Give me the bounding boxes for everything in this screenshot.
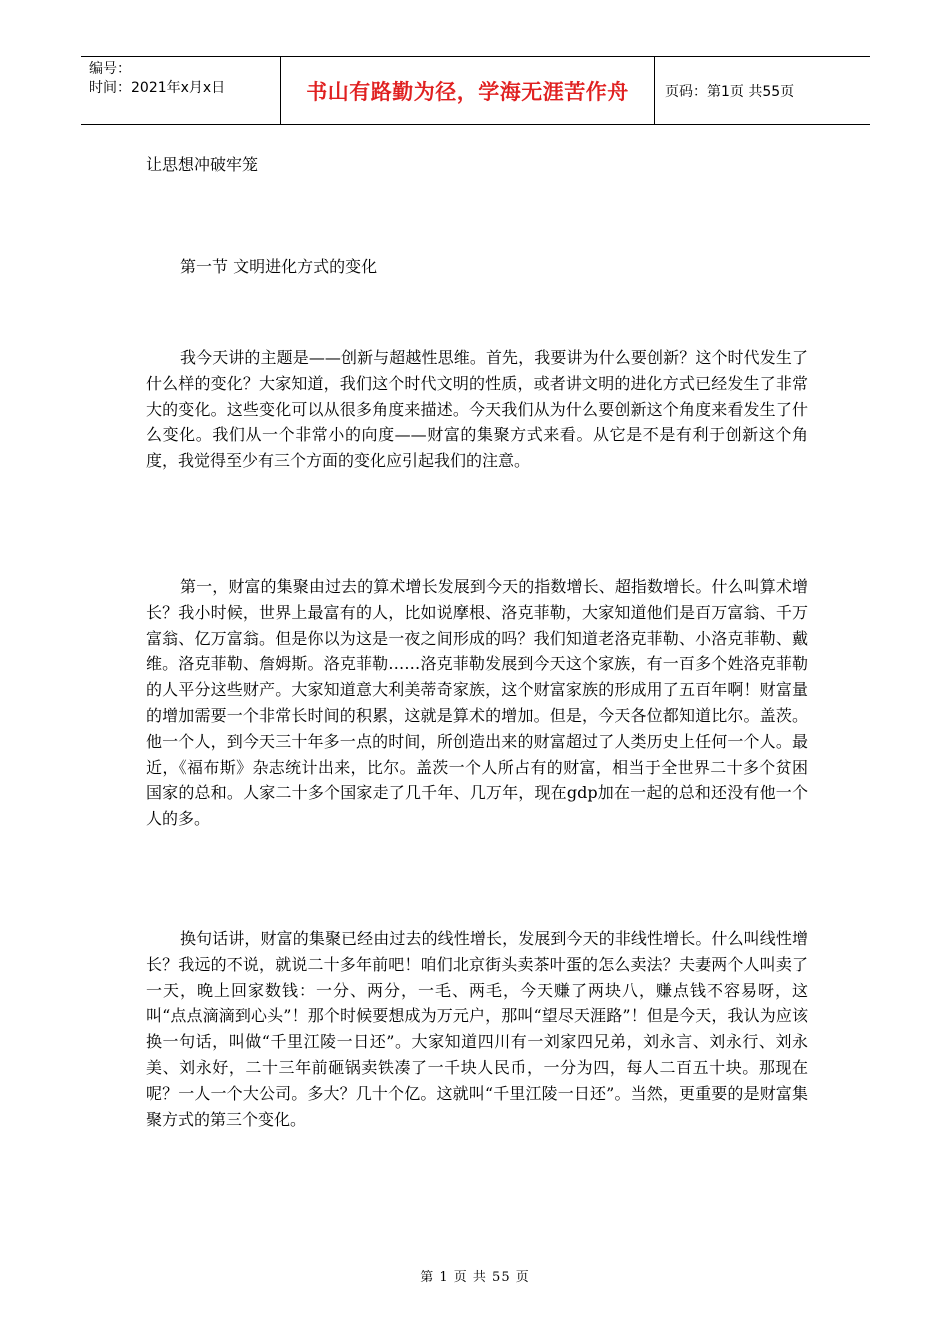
header-motto: 书山有路勤为径，学海无涯苦作舟: [281, 57, 655, 124]
document-title: 让思想冲破牢笼: [146, 155, 259, 174]
section-heading: 第一节 文明进化方式的变化: [180, 257, 378, 276]
page-footer: 第 1 页 共 55 页: [420, 1270, 530, 1285]
serial-number-label: 编号：: [89, 61, 131, 77]
body-paragraph: 第一，财富的集聚由过去的算术增长发展到今天的指数增长、超指数增长。什么叫算术增长？我小时候，世界上最富有的人，比如说摩根、洛克菲勒，大家知道他们是百万富翁、千万富翁、亿万富翁。但是你以为这是一夜之间形成的吗？我们知道老洛克菲勒、小洛克菲勒、戴维。洛克菲勒、詹姆斯。洛克菲勒……洛克菲勒发展到今天这个家族，有一百多个姓洛克菲勒的人平分这些财产。大家知道意大利美蒂奇家族，这个财富家族的形成用了五百年啊！财富量的增加需要一个非常长时间的积累，这就是算术的增加。但是，今天各位都知道比尔。盖茨。他一个人，到今天三十年多一点的时间，所创造出来的财富超过了人类历史上任何一个人。最近，《福布斯》杂志统计出来，比尔。盖茨一个人所占有的财富，相当于全世界二十多个贫困国家的总和。人家二十多个国家走了几千年、几万年，现在gdp加在一起的总和还没有他一个人的多。: [146, 577, 808, 829]
document-header: [81, 56, 870, 125]
date-label: 时间：2021年x月x日: [89, 80, 226, 96]
header-meta-cell: [81, 57, 281, 124]
body-paragraph: 换句话讲，财富的集聚已经由过去的线性增长，发展到今天的非线性增长。什么叫线性增长？我远的不说，就说二十多年前吧！咱们北京街头卖茶叶蛋的怎么卖法？夫妻两个人叫卖了一天，晚上回家数钱：一分、两分，一毛、两毛，今天赚了两块八，赚点钱不容易呀，这叫“点点滴滴到心头”！那个时候要想成为万元户，那叫“望尽天涯路”！但是今天，我认为应该换一句话，叫做“千里江陵一日还”。大家知道四川有一刘家四兄弟，刘永言、刘永行、刘永美、刘永好，二十三年前砸锅卖铁凑了一千块人民币，一分为四，每人二百五十块。那现在呢？一人一个大公司。多大？几十个亿。这就叫“千里江陵一日还”。当然，更重要的是财富集聚方式的第三个变化。: [146, 929, 808, 1129]
header-page-info: 页码：第1页 共55页: [665, 83, 795, 100]
body-paragraph: 我今天讲的主题是——创新与超越性思维。首先，我要讲为什么要创新？这个时代发生了什么样的变化？大家知道，我们这个时代文明的性质，或者讲文明的进化方式已经发生了非常大的变化。这些变化可以从很多角度来描述。今天我们从为什么要创新这个角度来看发生了什么变化。我们从一个非常小的向度——财富的集聚方式来看。从它是不是有利于创新这个角度，我觉得至少有三个方面的变化应引起我们的注意。: [146, 348, 808, 471]
